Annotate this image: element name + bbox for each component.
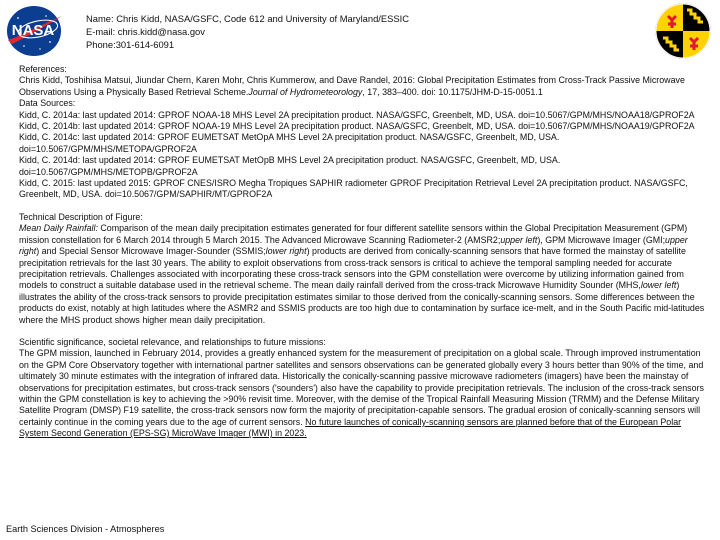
figure-label: Mean Daily Rainfall: [19, 223, 98, 234]
significance-underlined: No future launches of conically-scanning sensors are planned before that of the European Polar System Second Generation (EPS-SG) MicroWave Imager (MWI) in 2023. [19, 416, 682, 439]
main-reference-doi: , 17, 383–400. doi: 10.1175/JHM-D-15-0051.1 [362, 86, 543, 97]
data-sources-title: Data Sources: [19, 98, 76, 109]
data-source-item: Kidd, C. 2014b: last updated 2014: GPROF NOAA-19 MHS Level 2A precipitation product. NASA/GSFC, Greenbelt, MD, USA. doi=10.5067/GPM/MHS/NOAA19/GPROF2A [19, 121, 695, 132]
data-source-item: Kidd, C. 2014c: last updated 2014: GPROF EUMETSAT MetOpA MHS Level 2A precipitation product. NASA/GSFC, Greenbelt, MD, USA. doi=10.5067/GPM/MHS/METOPA/GPROF2A [19, 132, 560, 154]
significance-title: Scientific significance, societal relevance, and relationships to future missions: [19, 336, 326, 347]
main-reference-journal: Journal of Hydrometeorology [248, 86, 363, 97]
footer-division: Earth Sciences Division - Atmospheres [6, 524, 165, 534]
main-content [19, 64, 705, 440]
significance-body: The GPM mission, launched in February 2014, provides a greatly enhanced system for the measurement of precipitation on a global scale. Through improved instrumentation on the GPM Core Observatory together with international partner satellites and sensors observations can be generated globally every 3 hours better than 90% of the time, and ultimately 30 minute estimates with the integration of infrared data. Historically the conically-scanning passive microwave radiometers (imagers) have been the mainstay of observations for precipitation estimates, but cross-track sensors ('sounders') also have the capability to provide precipitation retrievals. The inclusion of the cross-track sensors within the GPM constellation is key to achieving the >90% revisit time. Moreover, with the demise of the Tropical Rainfall Measuring Mission (TRMM) and the Defense Military Satellite Program (DMSP) F19 satellite, the cross-track sensors now form the majority of precipitation-capable sensors. The gradual erosion of conically-scanning sensors will certainly continue in the coming years due to the age of current sensors. No future launches of conically-scanning sensors are planned before that of the European Polar System Second Generation (EPS-SG) MicroWave Imager (MWI) in 2023. [19, 348, 704, 439]
data-source-item: Kidd, C. 2014a: last updated 2014: GPROF NOAA-18 MHS Level 2A precipitation product. NASA/GSFC, Greenbelt, MD, USA. doi=10.5067/GPM/MHS/NOAA18/GPROF2A [19, 109, 695, 120]
technical-title: Technical Description of Figure: [19, 211, 143, 222]
contact-phone: Phone:301-614-6091 [86, 39, 175, 50]
university-logo [654, 2, 712, 60]
nasa-logo [2, 4, 66, 58]
references-title: References: [19, 64, 67, 74]
main-reference-text: Chris Kidd, Toshihisa Matsui, Jiundar Chern, Karen Mohr, Chris Kummerow, and Dave Randel, 2016: Global Precipitation Estimates from Cross-Track Passive Microwave Observations Using a Physically Based Retrieval Scheme. [19, 75, 685, 97]
contact-block [86, 12, 409, 51]
contact-email: E-mail: chris.kidd@nasa.gov [86, 26, 205, 37]
nasa-logo-text: NASA [11, 22, 55, 39]
technical-description: Mean Daily Rainfall: Comparison of the mean daily precipitation estimates generated for four different satellite sensors within the Global Precipitation Measurement (GPM) mission constellation for 6 March 2014 through 5 March 2015. The Advanced Microwave Scanning Radiometer-2 (AMSR2;upper left), GPM Microwave Imager (GMI;upper right) and Special Sensor Microwave Imager-Sounder (SSMIS;lower right) products are derived from conically-scanning sensors that have formed the mainstay of satellite precipitation retrievals for the last 30 years. The ability to exploit observations from cross-track sensors is critical to achieve the temporal sampling needed for accurate precipitation retrievals. Challenges associated with incorporating these cross-track sensors into the GPM constellation were overcome by utilizing information gained from models to construct a suitable database used in the retrieval scheme. The mean daily rainfall derived from the cross-track Microwave Humidity Sounder (MHS,lower left) illustrates the ability of the cross-track sensors to provide precipitation estimates similar to those derived from the conically-scanning sensors. Some differences between the products do exist, notably at high latitudes where the ASMR2 and SSMIS products are too high due to contamination by surface ice-melt, and in the South Pacific mid-latitudes where the MHS product shows higher mean daily precipitation. [19, 223, 705, 325]
data-source-item: Kidd, C. 2014d: last updated 2014: GPROF EUMETSAT MetOpB MHS Level 2A precipitation product. NASA/GSFC, Greenbelt, MD, USA. doi=10.5067/GPM/MHS/METOPB/GPROF2A [19, 155, 561, 177]
contact-name: Name: Chris Kidd, NASA/GSFC, Code 612 and University of Maryland/ESSIC [86, 13, 410, 24]
data-source-item: Kidd, C. 2015: last updated 2015: GPROF CNES/ISRO Megha Tropiques SAPHIR radiometer GPROF Precipitation Retrieval Level 2A precipitation product. NASA/GSFC, Greenbelt, MD, USA. doi=10.5067/GPM/SAPHIR/MT/GPROF2A [19, 178, 688, 200]
main-reference [19, 75, 705, 98]
